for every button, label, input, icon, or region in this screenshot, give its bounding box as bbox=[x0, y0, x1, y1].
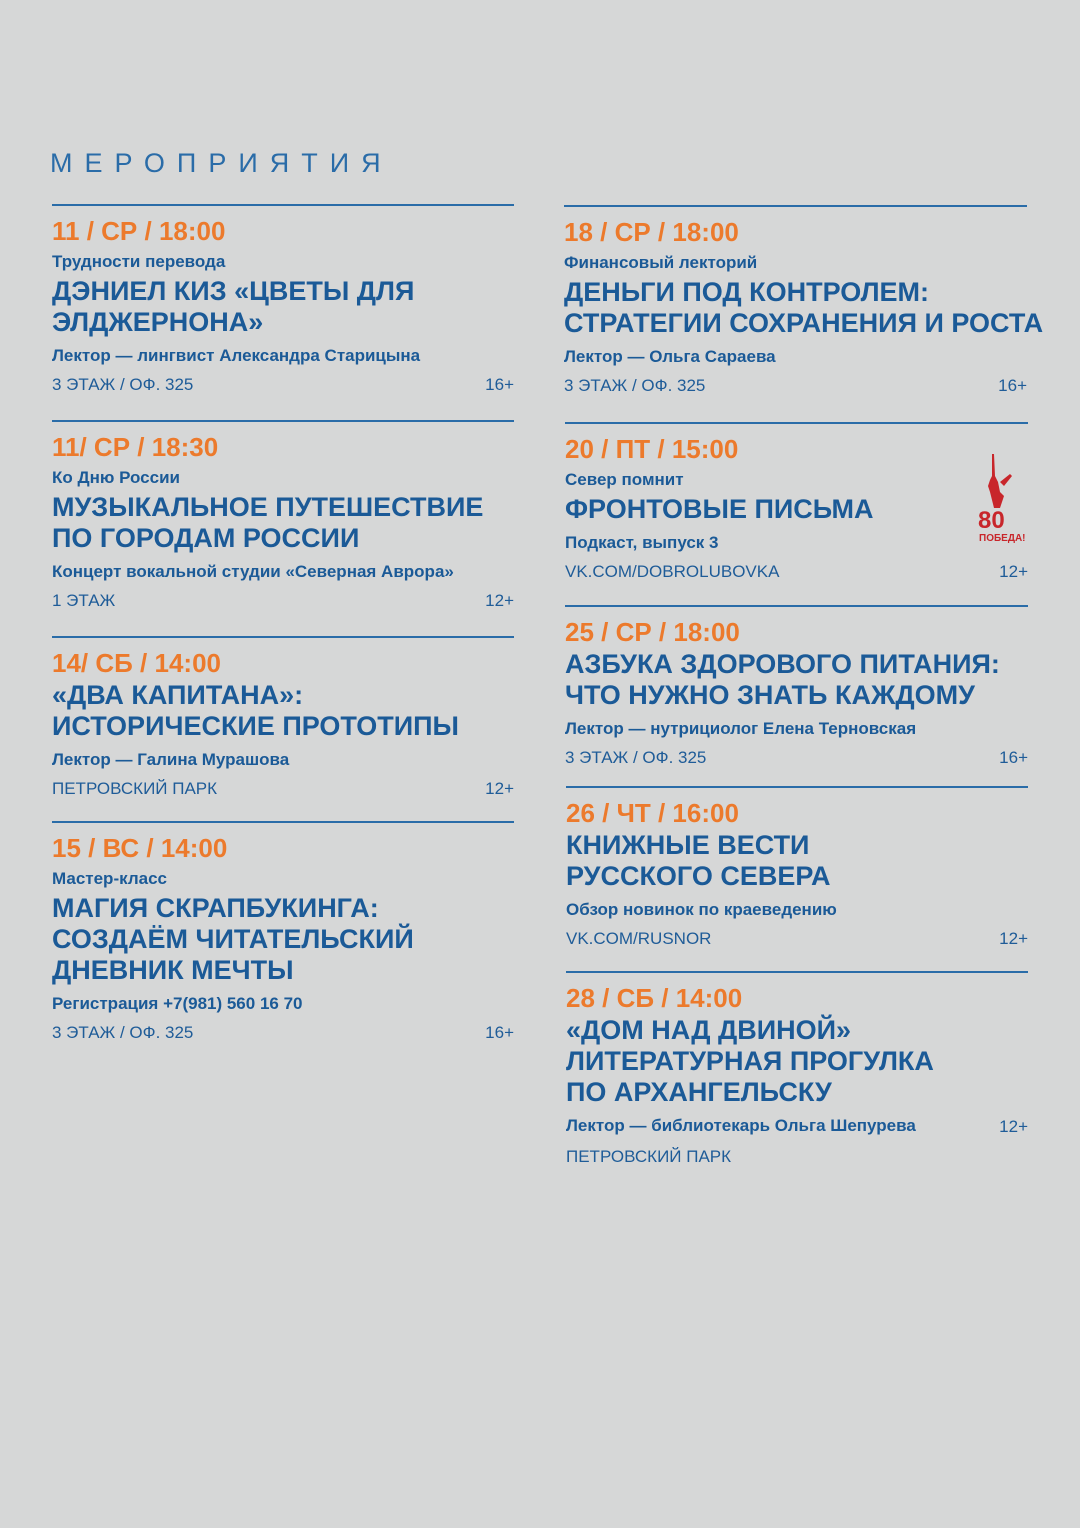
event-date: 25 / СР / 18:00 bbox=[565, 617, 740, 647]
event-card bbox=[565, 605, 1028, 769]
event-title bbox=[52, 492, 514, 554]
event-title-line: ПО ГОРОДАМ РОССИИ bbox=[52, 523, 360, 553]
event-card bbox=[52, 420, 514, 612]
event-lecturer: Подкаст, выпуск 3 bbox=[565, 533, 719, 552]
event-place: ПЕТРОВСКИЙ ПАРК bbox=[566, 1147, 732, 1166]
event-date: 26 / ЧТ / 16:00 bbox=[566, 798, 739, 828]
event-title-line: ДНЕВНИК МЕЧТЫ bbox=[52, 955, 294, 985]
event-title bbox=[564, 277, 1044, 339]
event-title-line: ДЕНЬГИ ПОД КОНТРОЛЕМ: bbox=[564, 277, 930, 307]
age-rating: 12+ bbox=[485, 779, 514, 798]
event-card bbox=[52, 636, 514, 800]
event-title-line: МАГИЯ СКРАПБУКИНГА: bbox=[52, 893, 379, 923]
event-title-line: КНИЖНЫЕ ВЕСТИ bbox=[566, 830, 810, 860]
event-lecturer: Лектор — нутрициолог Елена Терновская bbox=[565, 719, 917, 738]
event-title-line: «ДОМ НАД ДВИНОЙ» bbox=[566, 1015, 852, 1045]
event-lecturer: Регистрация +7(981) 560 16 70 bbox=[52, 994, 303, 1013]
event-date: 20 / ПТ / 15:00 bbox=[565, 434, 739, 464]
event-title-line: ЭЛДЖЕРНОНА» bbox=[52, 307, 264, 337]
age-rating: 12+ bbox=[999, 1117, 1028, 1136]
page-title: МЕРОПРИЯТИЯ bbox=[50, 148, 393, 178]
event-date: 11 / СР / 18:00 bbox=[52, 216, 226, 246]
divider bbox=[566, 786, 1028, 788]
event-card bbox=[565, 422, 1028, 583]
event-card bbox=[566, 971, 1028, 1168]
event-title bbox=[566, 1015, 1028, 1108]
age-rating: 12+ bbox=[999, 562, 1028, 581]
event-title bbox=[566, 830, 1028, 892]
event-date: 28 / СБ / 14:00 bbox=[566, 983, 743, 1013]
divider bbox=[565, 605, 1028, 607]
event-place: 1 ЭТАЖ bbox=[52, 591, 116, 610]
event-card bbox=[52, 821, 514, 1044]
divider bbox=[52, 204, 514, 206]
event-card bbox=[564, 205, 1044, 397]
event-title bbox=[52, 680, 514, 742]
event-title-line: ЧТО НУЖНО ЗНАТЬ КАЖДОМУ bbox=[565, 680, 975, 710]
divider bbox=[566, 971, 1028, 973]
event-category: Ко Дню России bbox=[52, 468, 180, 487]
divider bbox=[52, 420, 514, 422]
event-title-line: РУССКОГО СЕВЕРА bbox=[566, 861, 831, 891]
victory-monument-icon bbox=[976, 452, 1028, 546]
logo-number: 80 bbox=[978, 507, 1005, 534]
age-rating: 16+ bbox=[999, 748, 1028, 767]
event-title bbox=[565, 494, 1028, 525]
event-title bbox=[565, 649, 1028, 711]
event-card bbox=[52, 204, 514, 396]
event-title-line: ПО АРХАНГЕЛЬСКУ bbox=[566, 1077, 832, 1107]
event-title-line: ИСТОРИЧЕСКИЕ ПРОТОТИПЫ bbox=[52, 711, 459, 741]
divider bbox=[564, 205, 1027, 207]
event-title-line: АЗБУКА ЗДОРОВОГО ПИТАНИЯ: bbox=[565, 649, 1000, 679]
age-rating: 12+ bbox=[999, 929, 1028, 948]
event-title-line: ЛИТЕРАТУРНАЯ ПРОГУЛКА bbox=[566, 1046, 934, 1076]
event-place: VK.COM/RUSNOR bbox=[566, 929, 712, 948]
age-rating: 16+ bbox=[998, 376, 1027, 395]
event-date: 14/ СБ / 14:00 bbox=[52, 648, 221, 678]
event-place: 3 ЭТАЖ / ОФ. 325 bbox=[564, 376, 706, 395]
event-title bbox=[52, 276, 514, 338]
event-card bbox=[566, 786, 1028, 950]
event-title-line: СОЗДАЁМ ЧИТАТЕЛЬСКИЙ bbox=[52, 924, 414, 954]
event-lecturer: Лектор — библиотекарь Ольга Шепурева bbox=[566, 1116, 916, 1135]
divider bbox=[52, 821, 514, 823]
logo-label: ПОБЕДА! bbox=[979, 533, 1026, 544]
event-lecturer: Лектор — Ольга Сараева bbox=[564, 347, 776, 366]
event-place: 3 ЭТАЖ / ОФ. 325 bbox=[565, 748, 707, 767]
event-place: VK.COM/DOBROLUBOVKA bbox=[565, 562, 780, 581]
victory-80-logo bbox=[976, 452, 1028, 546]
divider bbox=[52, 636, 514, 638]
event-place: ПЕТРОВСКИЙ ПАРК bbox=[52, 779, 218, 798]
event-title-line: СТРАТЕГИИ СОХРАНЕНИЯ И РОСТА bbox=[564, 308, 1044, 338]
event-date: 15 / ВС / 14:00 bbox=[52, 833, 228, 863]
event-title bbox=[52, 893, 514, 986]
event-title-line: МУЗЫКАЛЬНОЕ ПУТЕШЕСТВИЕ bbox=[52, 492, 484, 522]
event-lecturer: Лектор — Галина Мурашова bbox=[52, 750, 290, 769]
event-category: Мастер-класс bbox=[52, 869, 167, 888]
age-rating: 12+ bbox=[485, 591, 514, 610]
event-date: 18 / СР / 18:00 bbox=[564, 217, 739, 247]
event-category: Север помнит bbox=[565, 470, 684, 489]
event-lecturer: Концерт вокальной студии «Северная Аврора» bbox=[52, 562, 454, 581]
event-title-line: «ДВА КАПИТАНА»: bbox=[52, 680, 304, 710]
event-lecturer: Обзор новинок по краеведению bbox=[566, 900, 837, 919]
divider bbox=[565, 422, 1028, 424]
age-rating: 16+ bbox=[485, 375, 514, 394]
event-category: Трудности перевода bbox=[52, 252, 226, 271]
event-category: Финансовый лекторий bbox=[564, 253, 758, 272]
event-title-line: ДЭНИЕЛ КИЗ «ЦВЕТЫ ДЛЯ bbox=[52, 276, 415, 306]
event-place: 3 ЭТАЖ / ОФ. 325 bbox=[52, 375, 194, 394]
event-lecturer: Лектор — лингвист Александра Старицына bbox=[52, 346, 421, 365]
event-place: 3 ЭТАЖ / ОФ. 325 bbox=[52, 1023, 194, 1042]
event-title-line: ФРОНТОВЫЕ ПИСЬМА bbox=[565, 494, 874, 524]
event-date: 11/ СР / 18:30 bbox=[52, 432, 219, 462]
age-rating: 16+ bbox=[485, 1023, 514, 1042]
